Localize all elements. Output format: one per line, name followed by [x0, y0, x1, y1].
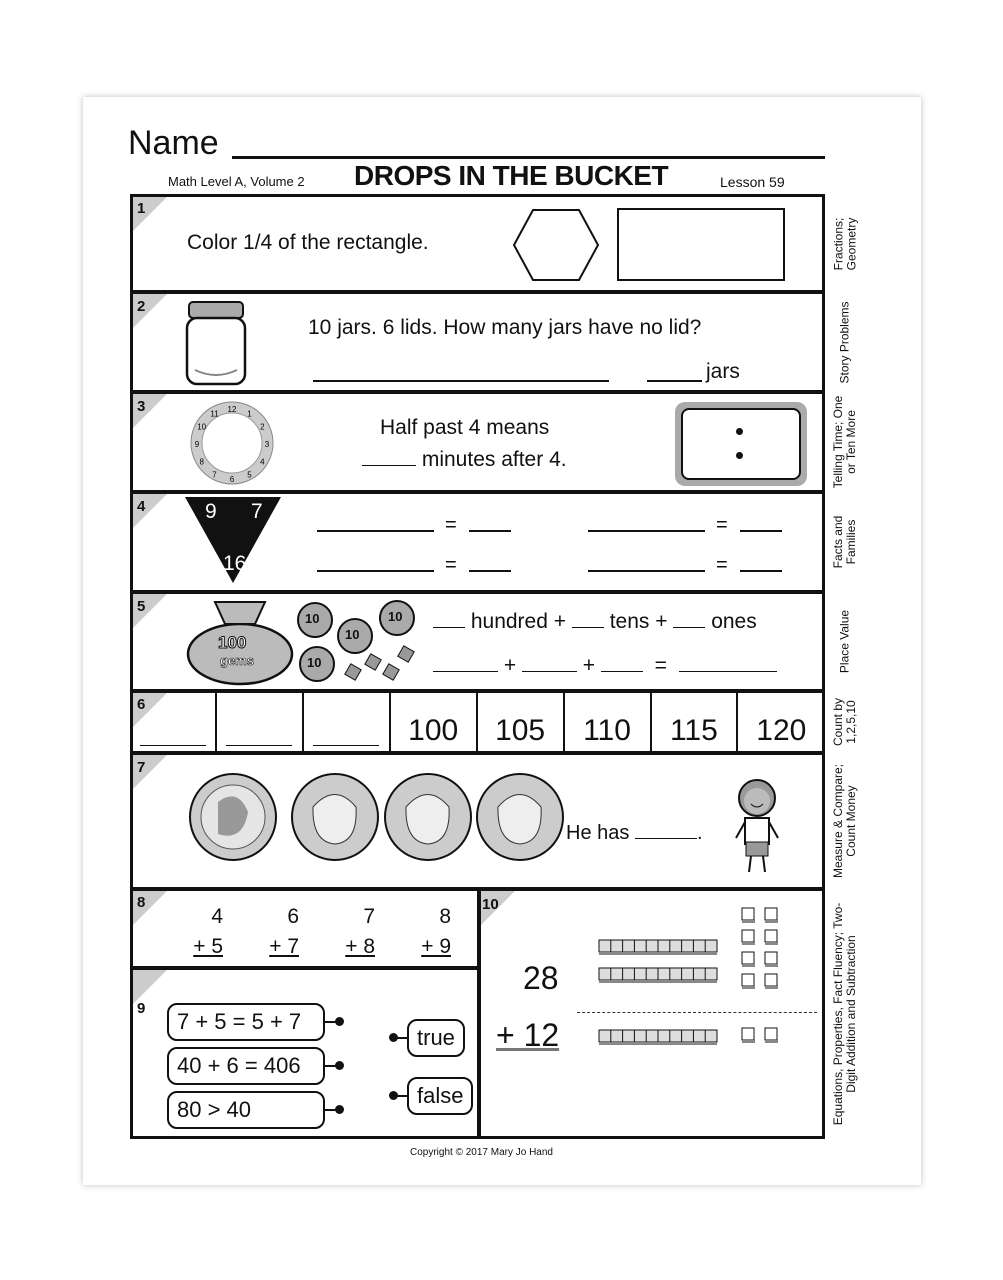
- fact-number: 16: [223, 552, 247, 575]
- ten-rod: [599, 940, 717, 955]
- place-value-line2: + + =: [433, 654, 777, 678]
- clock-number: 11: [210, 409, 219, 419]
- fact-answer[interactable]: [740, 530, 782, 532]
- unit-cube: [765, 974, 777, 986]
- clock-number: 12: [227, 405, 237, 414]
- place-value-line1: hundred + tens + ones: [433, 610, 757, 634]
- problem-number: 4: [137, 498, 146, 515]
- answer-box-false: false: [407, 1077, 473, 1115]
- problem-3-line2: minutes after 4.: [421, 448, 567, 471]
- problem-number: 9: [137, 1000, 146, 1017]
- fact-blank[interactable]: [317, 530, 434, 532]
- problem-number: 10: [482, 896, 499, 913]
- clock-number: 5: [247, 470, 252, 480]
- fact-blank[interactable]: [588, 570, 705, 572]
- bag-label: 10: [307, 655, 322, 670]
- name-line[interactable]: [232, 156, 825, 159]
- problem-1-text: Color 1/4 of the rectangle.: [187, 231, 429, 254]
- statement-box: 7 + 5 = 5 + 7: [167, 1003, 325, 1041]
- problem-number: 5: [137, 598, 146, 615]
- addition-problem: 6 + 7: [269, 905, 299, 958]
- bag-label: 10: [388, 609, 403, 624]
- statement-box: 40 + 6 = 406: [167, 1047, 325, 1085]
- count-cell: 110: [565, 690, 652, 752]
- problem-3-line1: Half past 4 means: [380, 416, 550, 439]
- answer-line[interactable]: [362, 464, 416, 466]
- clock-number: 7: [212, 470, 217, 480]
- hexagon-shape: [512, 208, 600, 282]
- answer-line[interactable]: [635, 837, 697, 839]
- unit-cube: [765, 930, 777, 942]
- problem-7-text: He has .: [566, 822, 703, 844]
- unit-cube: [742, 974, 754, 986]
- unit-cube: [742, 930, 754, 942]
- fact-blank[interactable]: [588, 530, 705, 532]
- lesson-label: Lesson 59: [720, 174, 785, 190]
- unit-cube: [742, 952, 754, 964]
- fact-number: 9: [205, 500, 217, 523]
- count-cell: 115: [651, 690, 738, 752]
- jar-image: [185, 300, 247, 386]
- problem-number: 1: [137, 200, 146, 217]
- coins-image: [188, 772, 568, 862]
- digital-clock: [675, 402, 807, 486]
- clock-number: 6: [229, 475, 235, 484]
- clock-icon: [188, 400, 276, 486]
- bag-label: gems: [220, 653, 254, 668]
- bag-label: 10: [345, 627, 360, 642]
- unit-cube: [742, 908, 754, 920]
- side-label: Story Problems: [837, 300, 852, 384]
- fact-blank[interactable]: [317, 570, 434, 572]
- addend-top: 28: [523, 960, 559, 996]
- count-cell: 120: [756, 714, 807, 747]
- problem-number: 3: [137, 398, 146, 415]
- clock-number: 1: [247, 409, 252, 419]
- ten-rod: [599, 968, 717, 983]
- side-label: Place Value: [837, 609, 852, 674]
- copyright: Copyright © 2017 Mary Jo Hand: [410, 1147, 553, 1158]
- count-cell: 105: [478, 690, 565, 752]
- clock-number: 4: [260, 457, 265, 467]
- match-dot[interactable]: [335, 1105, 344, 1114]
- equals-sign: =: [445, 514, 457, 536]
- side-label: Fractions; Geometry: [831, 217, 858, 270]
- name-label: Name: [128, 124, 219, 162]
- side-label: Measure & Compare; Count Money: [831, 763, 858, 879]
- side-label: Facts and Families: [831, 515, 858, 569]
- problem-2-text: 10 jars. 6 lids. How many jars have no lid?: [308, 316, 702, 339]
- clock-number: 2: [260, 422, 265, 432]
- count-cell[interactable]: [217, 690, 304, 752]
- problem-number: 6: [137, 696, 146, 713]
- ten-rod: [599, 1030, 717, 1045]
- problem-number: 7: [137, 759, 146, 776]
- fact-answer[interactable]: [740, 570, 782, 572]
- count-cell[interactable]: [304, 690, 391, 752]
- equals-sign: =: [716, 554, 728, 576]
- unit-cube: [765, 952, 777, 964]
- clock-number: 3: [264, 440, 270, 449]
- base-ten-blocks: [595, 900, 795, 1050]
- match-dot[interactable]: [335, 1061, 344, 1070]
- unit-cube: [765, 1028, 777, 1040]
- statement-box: 80 > 40: [167, 1091, 325, 1129]
- clock-number: 9: [194, 440, 200, 449]
- addend-bottom: + 12: [496, 1017, 560, 1053]
- unit-cube: [765, 908, 777, 920]
- boy-image: [732, 776, 782, 876]
- answer-line[interactable]: [647, 380, 702, 382]
- addition-problem: 7 + 8: [345, 905, 375, 958]
- work-line[interactable]: [313, 380, 609, 382]
- answer-box-true: true: [407, 1019, 465, 1057]
- bag-label: 100: [218, 633, 247, 652]
- count-cell: 100: [391, 690, 478, 752]
- clock-number: 10: [197, 422, 207, 432]
- jars-unit: jars: [706, 360, 740, 383]
- equals-sign: =: [445, 554, 457, 576]
- worksheet-title: DROPS IN THE BUCKET: [354, 160, 669, 191]
- fact-number: 7: [251, 500, 263, 523]
- problem-number: 2: [137, 298, 146, 315]
- unit-cube: [742, 1028, 754, 1040]
- rectangle-to-color[interactable]: [617, 208, 785, 281]
- addition-problem: 8 + 9: [421, 905, 451, 958]
- equals-sign: =: [716, 514, 728, 536]
- side-label: Count by 1,2,5,10: [831, 697, 858, 747]
- problem-number: 8: [137, 894, 146, 911]
- side-label: Telling Time; One or Ten More: [831, 395, 858, 489]
- addition-problem: 4 + 5: [193, 905, 223, 958]
- clock-number: 8: [199, 457, 204, 467]
- side-label: Equations, Properties, Fact Fluency; Two-Digit Addition and Subtraction: [831, 902, 858, 1125]
- course-label: Math Level A, Volume 2: [168, 174, 305, 189]
- match-dot[interactable]: [335, 1017, 344, 1026]
- fact-answer[interactable]: [469, 530, 511, 532]
- fact-answer[interactable]: [469, 570, 511, 572]
- bag-label: 10: [305, 611, 320, 626]
